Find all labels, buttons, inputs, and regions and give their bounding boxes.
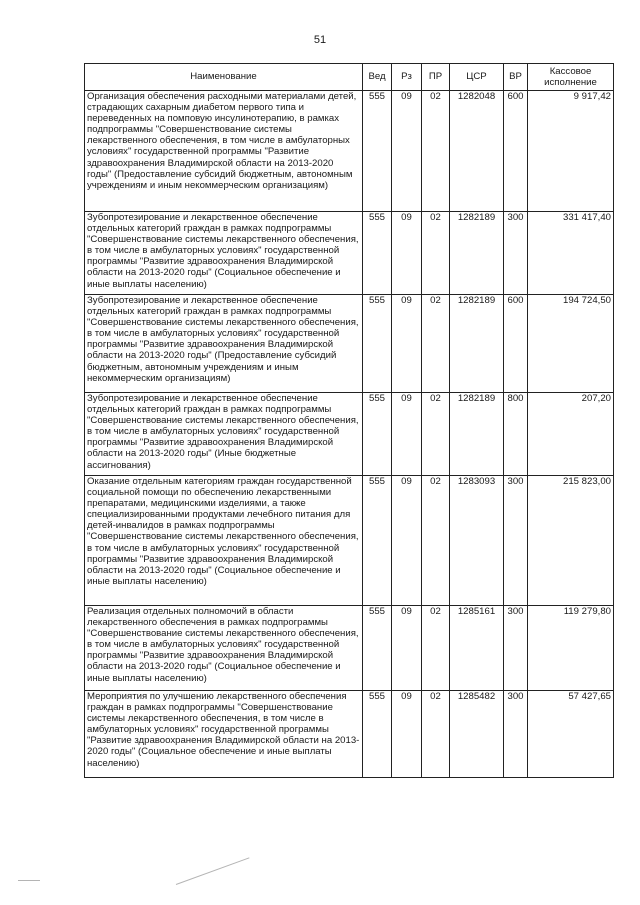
row-name: Зубопротезирование и лекарственное обеспечение отдельных категорий граждан в рамках подпрограммы "Совершенствование системы лекарственного обеспечения, в том числе в амбулаторных условиях" государственной программы "Развитие здравоохранения Владимирской области на 2013-2020 годы" (Социальное обеспечение и иные выплаты населению) (85, 212, 363, 295)
table-row (85, 606, 614, 691)
row-amount: 9 917,42 (528, 91, 614, 212)
row-pr: 02 (422, 476, 450, 606)
row-rz: 09 (392, 212, 422, 295)
row-pr: 02 (422, 212, 450, 295)
table-row (85, 295, 614, 393)
header-pr: ПР (422, 64, 450, 91)
row-rz: 09 (392, 476, 422, 606)
header-ved: Вед (363, 64, 392, 91)
row-amount: 119 279,80 (528, 606, 614, 691)
row-vr: 800 (504, 393, 528, 476)
row-ved: 555 (363, 606, 392, 691)
row-vr: 300 (504, 691, 528, 778)
row-vr: 600 (504, 295, 528, 393)
table-row (85, 476, 614, 606)
row-ved: 555 (363, 295, 392, 393)
table-row (85, 212, 614, 295)
row-name: Организация обеспечения расходными материалами детей, страдающих сахарным диабетом первого типа и переведенных на помповую инсулинотерапию, в рамках подпрограммы "Совершенствование системы лекарственного обеспечения, в том числе в амбулаторных условиях" государственной программы "Развитие здравоохранения Владимирской области на 2013-2020 годы" (Предоставление субсидий бюджетным, автономным учреждениям и иным некоммерческим организациям) (85, 91, 363, 212)
row-csr: 1282048 (450, 91, 504, 212)
row-rz: 09 (392, 91, 422, 212)
row-ved: 555 (363, 476, 392, 606)
header-rz: Рз (392, 64, 422, 91)
row-ved: 555 (363, 393, 392, 476)
row-rz: 09 (392, 606, 422, 691)
row-csr: 1282189 (450, 393, 504, 476)
row-csr: 1283093 (450, 476, 504, 606)
row-csr: 1285482 (450, 691, 504, 778)
table-row (85, 691, 614, 778)
header-name: Наименование (85, 64, 363, 91)
row-pr: 02 (422, 393, 450, 476)
row-csr: 1285161 (450, 606, 504, 691)
row-pr: 02 (422, 606, 450, 691)
table-header-row (85, 64, 614, 91)
row-vr: 300 (504, 606, 528, 691)
header-amount: Кассовое исполнение (528, 64, 614, 91)
row-rz: 09 (392, 393, 422, 476)
row-amount: 207,20 (528, 393, 614, 476)
table-row (85, 91, 614, 212)
row-amount: 331 417,40 (528, 212, 614, 295)
row-amount: 194 724,50 (528, 295, 614, 393)
row-name: Оказание отдельным категориям граждан государственной социальной помощи по обеспечению лекарственными препаратами, медицинскими изделиями, а также специализированными продуктами лечебного питания для детей-инвалидов в рамках подпрограммы "Совершенствование системы лекарственного обеспечения, в том числе в амбулаторных условиях" государственной программы "Развитие здравоохранения Владимирской области на 2013-2020 годы" (Социальное обеспечение и иные выплаты населению) (85, 476, 363, 606)
row-vr: 300 (504, 476, 528, 606)
row-ved: 555 (363, 691, 392, 778)
row-name: Зубопротезирование и лекарственное обеспечение отдельных категорий граждан в рамках подпрограммы "Совершенствование системы лекарственного обеспечения, в том числе в амбулаторных условиях" государственной программы "Развитие здравоохранения Владимирской области на 2013-2020 годы" (Предоставление субсидий бюджетным, автономным учреждениям и иным некоммерческим организациям) (85, 295, 363, 393)
row-ved: 555 (363, 91, 392, 212)
row-rz: 09 (392, 295, 422, 393)
header-vr: ВР (504, 64, 528, 91)
header-csr: ЦСР (450, 64, 504, 91)
row-csr: 1282189 (450, 212, 504, 295)
row-csr: 1282189 (450, 295, 504, 393)
budget-execution-table (84, 63, 614, 778)
scan-artifact-mark (176, 857, 250, 885)
row-vr: 600 (504, 91, 528, 212)
row-ved: 555 (363, 212, 392, 295)
row-amount: 215 823,00 (528, 476, 614, 606)
row-amount: 57 427,65 (528, 691, 614, 778)
row-pr: 02 (422, 91, 450, 212)
row-name: Реализация отдельных полномочий в области лекарственного обеспечения в рамках подпрограммы "Совершенствование системы лекарственного обеспечения, в том числе в амбулаторных условиях" государственной программы "Развитие здравоохранения Владимирской области на 2013-2020 годы" (Социальное обеспечение и иные выплаты населению) (85, 606, 363, 691)
row-pr: 02 (422, 295, 450, 393)
row-vr: 300 (504, 212, 528, 295)
scan-artifact-mark (18, 880, 40, 881)
row-pr: 02 (422, 691, 450, 778)
table-row (85, 393, 614, 476)
row-rz: 09 (392, 691, 422, 778)
row-name: Зубопротезирование и лекарственное обеспечение отдельных категорий граждан в рамках подпрограммы "Совершенствование системы лекарственного обеспечения, в том числе в амбулаторных условиях" государственной программы "Развитие здравоохранения Владимирской области на 2013-2020 годы" (Иные бюджетные ассигнования) (85, 393, 363, 476)
page-number: 51 (313, 34, 327, 46)
row-name: Мероприятия по улучшению лекарственного обеспечения граждан в рамках подпрограммы "Совершенствование системы лекарственного обеспечения, в том числе в амбулаторных условиях" государственной программы "Развитие здравоохранения Владимирской области на 2013-2020 годы" (Социальное обеспечение и иные выплаты населению) (85, 691, 363, 778)
